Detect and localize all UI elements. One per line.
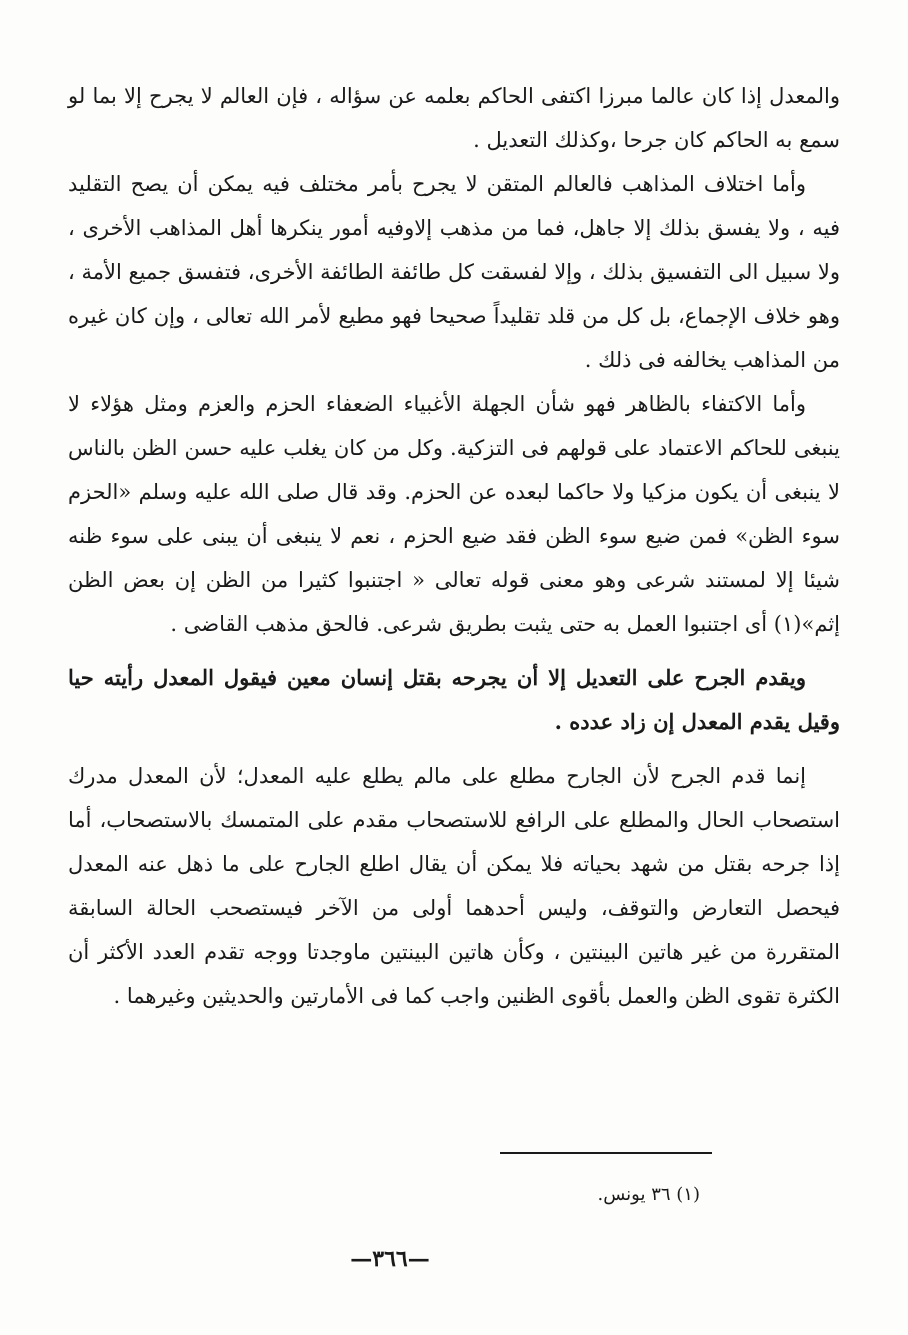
paragraph-2: وأما اختلاف المذاهب فالعالم المتقن لا يجرح بأمر مختلف فيه يمكن أن يصح التقليد فيه ، ولا يفسق بذلك إلا جاهل، فما من مذهب إلاوفيه أمور ينكرها أهل المذاهب الأخرى ، ولا سبيل الى التفسيق بذلك ، وإلا لفسقت كل طائفة الطائفة الأخرى، فتفسق جميع الأمة ، وهو خلاف الإجماع، بل كل من قلد تقليداً صحيحا فهو مطيع لأمر الله تعالى ، وإن كان غيره من المذاهب يخالفه فى ذلك . — [68, 172, 840, 372]
paragraph-4-matn: ويقدم الجرح على التعديل إلا أن يجرحه بقتل إنسان معين فيقول المعدل رأيته حيا وقيل يقدم المعدل إن زاد عدده . — [68, 665, 840, 734]
page-number: —٣٦٦— — [350, 1246, 430, 1272]
main-text — [68, 74, 840, 1018]
paragraph-1: والمعدل إذا كان عالما مبرزا اكتفى الحاكم بعلمه عن سؤاله ، فإن العالم لا يجرح إلا بما لو سمع به الحاكم كان جرحا ،وكذلك التعديل . — [68, 84, 840, 152]
footnote-divider — [500, 1152, 712, 1154]
paragraph-3: وأما الاكتفاء بالظاهر فهو شأن الجهلة الأغبياء الضعفاء الحزم والعزم ومثل هؤلاء لا ينبغى للحاكم الاعتماد على قولهم فى التزكية. وكل من كان يغلب عليه حسن الظن بالناس لا ينبغى أن يكون مزكيا ولا حاكما لبعده عن الحزم. وقد قال صلى الله عليه وسلم «الحزم سوء الظن» فمن ضيع سوء الظن فقد ضيع الحزم ، نعم لا ينبغى أن يبنى على سوء ظنه شيئا إلا لمستند شرعى وهو معنى قوله تعالى « اجتنبوا كثيرا من الظن إن بعض الظن إثم»(١) أى اجتنبوا العمل به حتى يثبت بطريق شرعى. فالحق مذهب القاضى . — [68, 392, 840, 636]
footnote: (١) ٣٦ يونس. — [597, 1184, 700, 1205]
paragraph-5: إنما قدم الجرح لأن الجارح مطلع على مالم يطلع عليه المعدل؛ لأن المعدل مدرك استصحاب الحال والمطلع على الرافع للاستصحاب مقدم على المتمسك بالاستصحاب، أما إذا جرحه بقتل من شهد بحياته فلا يمكن أن يقال اطلع الجارح على ما ذهل عنه المعدل فيحصل التعارض والتوقف، وليس أحدهما أولى من الآخر فيستصحب الحالة السابقة المتقررة من غير هاتين البينتين ، وكأن هاتين البينتين ماوجدتا ووجه تقدم العدد الأكثر أن الكثرة تقوى الظن والعمل بأقوى الظنين واجب كما فى الأمارتين والحديثين وغيرهما . — [68, 764, 840, 1008]
